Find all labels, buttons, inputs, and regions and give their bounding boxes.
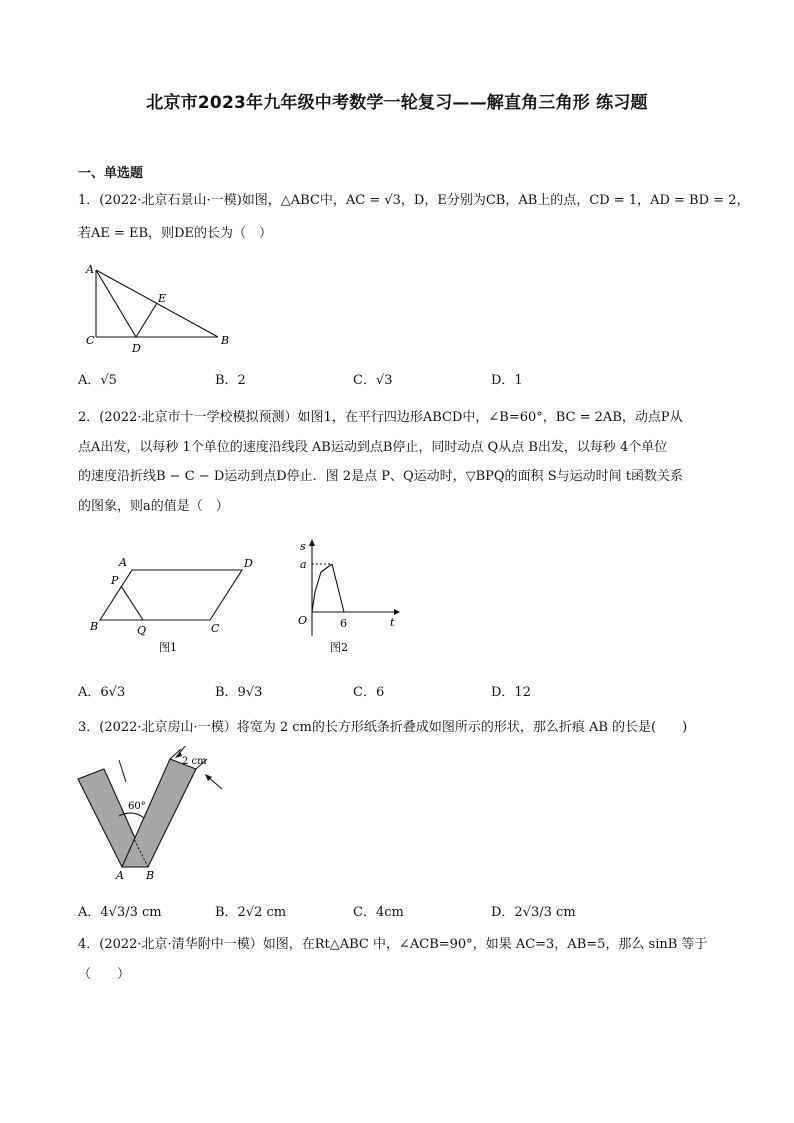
q2-stem-line1: 2．(2022·北京市十一学校模拟预测）如图1，在平行四边形ABCD中，∠B=60°，BC = 2AB，动点P从 [78,410,683,425]
q2-option-c[interactable]: C．6 [353,685,385,700]
q1-stem-line1: 1．(2022·北京石景山·一模)如图，△ABC中，AC = √3，D，E分别为CB，AB上的点，CD = 1，AD = BD = 2， [78,193,750,208]
q3-label-b: B [146,869,155,882]
page-title: 北京市2023年九年级中考数学一轮复习——解直角三角形 练习题 [146,93,648,113]
q2-fig1-label-c: C [211,622,220,635]
q3-option-a[interactable]: A．4√3/3 cm [78,905,162,920]
q1-label-c: C [86,334,95,347]
q2-fig1-label-b: B [90,620,99,633]
q1-option-d[interactable]: D．1 [491,373,523,388]
q3-angle-label: 60° [128,801,146,812]
q1-segment-de [136,303,157,337]
q2-fig1-label-a: A [119,556,127,569]
q2-option-a[interactable]: A．6√3 [78,685,126,700]
q2-option-d[interactable]: D．12 [491,685,531,700]
q2-stem-line4: 的图象，则a的值是（ ） [78,499,229,514]
q2-t-arrow-icon [394,609,400,615]
q1-label-e: E [158,292,167,305]
q1-label-a: A [86,263,94,276]
q1-label-d: D [132,342,141,355]
q2-parallelogram-figure [85,550,265,660]
q3-option-c[interactable]: C．4cm [353,905,404,920]
q2-fig2-label-a: a [300,558,307,571]
q3-angle-guide [119,760,126,782]
q1-option-a[interactable]: A．√5 [78,373,117,388]
q2-parallelogram-abcd [100,570,242,620]
q2-stem-line3: 的速度沿折线B − C − D运动到点D停止．图 2是点 P、Q运动时，▽BPQ的面积 S与运动时间 t函数关系 [78,469,683,484]
q2-fig2-label-t: t [390,616,395,629]
q2-fig1-label-q: Q [137,624,147,637]
q4-stem-line2: （ ） [78,967,131,982]
q3-width-label: 2 cm [182,756,207,767]
q2-function-graph [284,536,404,660]
q3-arrowhead-left-icon [175,751,182,758]
q2-fig2-label-6: 6 [340,617,347,630]
q4-stem-line1: 4．(2022·北京·清华附中一模）如图，在Rt△ABC 中，∠ACB=90°，如果 AC=3，AB=5，那么 sinB 等于 [78,937,708,952]
q3-stem-line1: 3．(2022·北京房山·一模）将宽为 2 cm的长方形纸条折叠成如图所示的形状，那么折痕 AB 的长是( ) [78,720,688,735]
q1-segment-ad [96,270,136,337]
q3-option-b[interactable]: B．2√2 cm [215,905,287,920]
q2-s-arrow-icon [309,539,315,546]
q2-option-b[interactable]: B．9√3 [215,685,263,700]
q1-option-c[interactable]: C．√3 [353,373,393,388]
q2-segment-pq [121,586,143,620]
q1-option-b[interactable]: B．2 [215,373,246,388]
q2-stem-line2: 点A出发，以每秒 1个单位的速度沿线段 AB运动到点B停止，同时动点 Q从点 B出发，以每秒 4个单位 [78,440,668,455]
q2-fig1-label-p: P [111,574,119,587]
q1-triangle-figure [80,260,240,355]
q2-curve-fall [332,564,344,612]
section-heading: 一、单选题 [78,166,144,181]
q3-folded-strip-figure [74,746,244,882]
q1-label-b: B [221,334,230,347]
q3-label-a: A [116,869,124,882]
q3-option-d[interactable]: D．2√3/3 cm [491,905,576,920]
q2-fig1-caption: 图1 [159,641,177,654]
q1-stem-line2: 若AE = EB，则DE的长为（ ） [78,226,272,241]
q2-fig2-caption: 图2 [330,641,348,654]
q2-fig2-label-s: s [300,540,306,553]
q2-curve-rise [312,564,332,612]
q2-fig2-label-o: O [298,614,308,627]
q2-fig1-label-d: D [244,557,253,570]
